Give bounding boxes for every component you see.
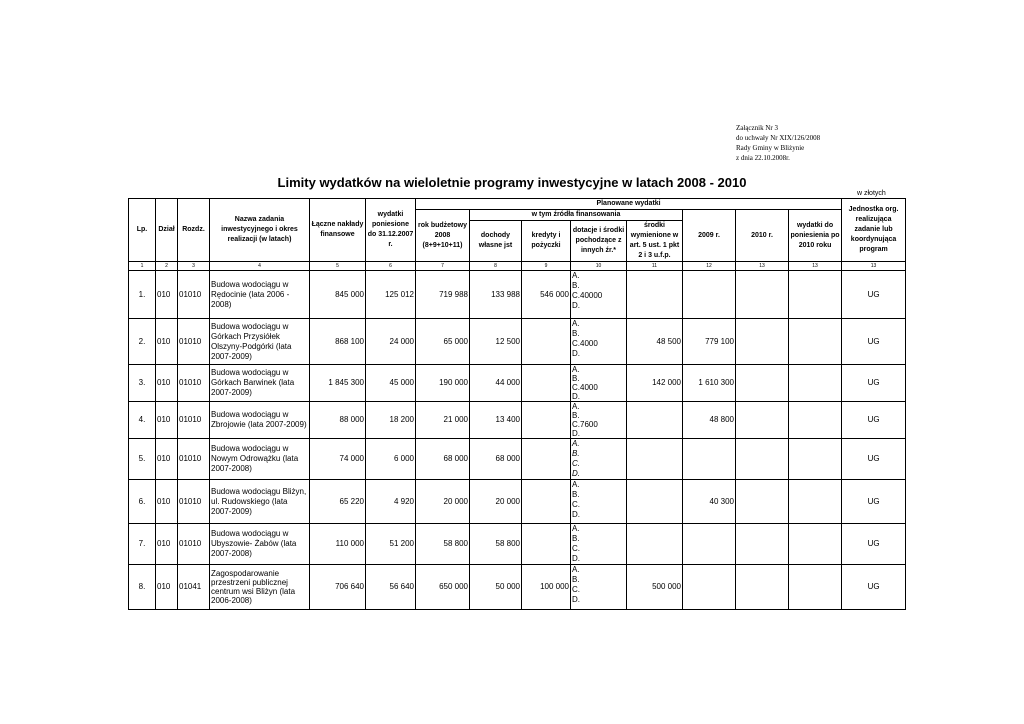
cell-srodki <box>627 402 683 439</box>
unit-label: w złotych <box>857 190 886 197</box>
cell-nazwa: Budowa wodociągu w Nowym Odrowążku (lata 2007-2008) <box>210 439 310 480</box>
cell-rozdz: 01010 <box>178 319 210 365</box>
cell-kredyty: 546 000 <box>522 271 571 319</box>
annex-line-3: Rady Gminy w Bliżynie <box>736 144 805 152</box>
header-jednostka: Jednostka org. realizująca zadanie lub koordynująca program <box>842 199 906 262</box>
header-nazwa: Nazwa zadania inwestycyjnego i okres realizacji (w latach) <box>210 199 310 262</box>
source-line: B. <box>572 281 580 290</box>
cell-lp: 2. <box>129 319 156 365</box>
cell-dotacje <box>571 402 627 439</box>
source-line: D. <box>572 469 580 478</box>
header-2010: 2010 r. <box>736 210 789 262</box>
source-line: D. <box>572 301 580 310</box>
cell-laczne: 845 000 <box>310 271 366 319</box>
cell-lp: 5. <box>129 439 156 480</box>
cell-2010 <box>736 271 789 319</box>
cell-po2010 <box>789 480 842 524</box>
source-line: D. <box>572 510 580 519</box>
cell-2009: 779 100 <box>683 319 736 365</box>
cell-dotacje <box>571 319 627 365</box>
cell-dzial: 010 <box>156 365 178 402</box>
source-line: D. <box>572 349 580 358</box>
cell-po2010 <box>789 271 842 319</box>
annex-line-1: Załącznik Nr 3 <box>736 124 778 132</box>
source-line: C.7600 <box>572 420 598 429</box>
cell-dotacje <box>571 480 627 524</box>
cell-poniesione: 51 200 <box>366 524 416 565</box>
source-line: B. <box>572 411 580 420</box>
cell-srodki <box>627 480 683 524</box>
cell-srodki <box>627 439 683 480</box>
cell-dzial: 010 <box>156 319 178 365</box>
col-num: 13 <box>736 262 789 271</box>
cell-poniesione: 24 000 <box>366 319 416 365</box>
cell-poniesione: 125 012 <box>366 271 416 319</box>
cell-dotacje <box>571 271 627 319</box>
col-num: 10 <box>571 262 627 271</box>
cell-2009 <box>683 565 736 610</box>
column-number-row <box>129 262 906 271</box>
source-line: C.4000 <box>572 339 598 348</box>
cell-laczne: 74 000 <box>310 439 366 480</box>
cell-poniesione: 45 000 <box>366 365 416 402</box>
cell-jednostka: UG <box>842 524 906 565</box>
cell-rozdz: 01010 <box>178 402 210 439</box>
cell-2009: 40 300 <box>683 480 736 524</box>
cell-jednostka: UG <box>842 480 906 524</box>
cell-laczne: 706 640 <box>310 565 366 610</box>
table-row <box>129 365 906 402</box>
source-line: A. <box>572 480 580 489</box>
header-laczne: Łączne nakłady finansowe <box>310 199 366 262</box>
cell-nazwa: Budowa wodociągu w Ubyszowie- Żabów (lata 2007-2008) <box>210 524 310 565</box>
source-line: C. <box>572 500 580 509</box>
cell-dotacje <box>571 439 627 480</box>
cell-rozdz: 01010 <box>178 271 210 319</box>
cell-2010 <box>736 524 789 565</box>
table-row <box>129 319 906 365</box>
cell-dotacje <box>571 565 627 610</box>
cell-kredyty <box>522 480 571 524</box>
cell-kredyty <box>522 365 571 402</box>
cell-laczne: 110 000 <box>310 524 366 565</box>
header-wydatki-poniesione: wydatki poniesione do 31.12.2007 r. <box>366 199 416 262</box>
header-planowane: Planowane wydatki <box>416 199 842 210</box>
source-line: A. <box>572 319 580 328</box>
source-line: C. <box>572 585 580 594</box>
cell-2010 <box>736 480 789 524</box>
cell-2009 <box>683 524 736 565</box>
header-w-tym: w tym źródła finansowania <box>470 210 683 221</box>
cell-rok2008: 650 000 <box>416 565 470 610</box>
cell-jednostka: UG <box>842 402 906 439</box>
cell-rozdz: 01010 <box>178 524 210 565</box>
cell-dotacje <box>571 524 627 565</box>
header-dzial: Dział <box>156 199 178 262</box>
cell-laczne: 1 845 300 <box>310 365 366 402</box>
cell-dzial: 010 <box>156 402 178 439</box>
cell-kredyty <box>522 402 571 439</box>
cell-rok2008: 21 000 <box>416 402 470 439</box>
cell-jednostka: UG <box>842 565 906 610</box>
cell-dochody: 58 800 <box>470 524 522 565</box>
cell-laczne: 868 100 <box>310 319 366 365</box>
cell-2010 <box>736 365 789 402</box>
source-line: B. <box>572 490 580 499</box>
cell-dotacje <box>571 365 627 402</box>
cell-jednostka: UG <box>842 319 906 365</box>
source-line: B. <box>572 449 580 458</box>
cell-srodki: 142 000 <box>627 365 683 402</box>
cell-lp: 1. <box>129 271 156 319</box>
investment-table <box>128 198 906 610</box>
header-rok-budzetowy: rok budżetowy 2008 (8+9+10+11) <box>416 210 470 262</box>
col-num: 8 <box>470 262 522 271</box>
cell-po2010 <box>789 524 842 565</box>
col-num: 4 <box>210 262 310 271</box>
cell-rozdz: 01010 <box>178 480 210 524</box>
page-title: Limity wydatków na wieloletnie programy inwestycyjne w latach 2008 - 2010 <box>277 175 747 190</box>
col-num: 9 <box>522 262 571 271</box>
cell-nazwa: Budowa wodociągu w Górkach Barwinek (lata 2007-2009) <box>210 365 310 402</box>
cell-srodki <box>627 524 683 565</box>
cell-dochody: 44 000 <box>470 365 522 402</box>
col-num: 5 <box>310 262 366 271</box>
header-dochody: dochody własne jst <box>470 221 522 262</box>
header-po-2010: wydatki do poniesienia po 2010 roku <box>789 210 842 262</box>
cell-dzial: 010 <box>156 271 178 319</box>
cell-2010 <box>736 439 789 480</box>
table-row <box>129 402 906 439</box>
col-num: 11 <box>627 262 683 271</box>
header-srodki: środki wymienione w art. 5 ust. 1 pkt 2 i 3 u.f.p. <box>627 221 683 262</box>
cell-kredyty <box>522 524 571 565</box>
cell-po2010 <box>789 439 842 480</box>
cell-jednostka: UG <box>842 439 906 480</box>
cell-dzial: 010 <box>156 524 178 565</box>
cell-poniesione: 6 000 <box>366 439 416 480</box>
cell-srodki: 500 000 <box>627 565 683 610</box>
cell-2010 <box>736 402 789 439</box>
col-num: 7 <box>416 262 470 271</box>
cell-kredyty <box>522 319 571 365</box>
cell-nazwa: Budowa wodociągu w Górkach Przysiółek Olszyny-Podgórki (lata 2007-2009) <box>210 319 310 365</box>
annex-line-2: do uchwały Nr XIX/126/2008 <box>736 134 821 142</box>
cell-srodki <box>627 271 683 319</box>
source-line: C. <box>572 459 580 468</box>
source-line: B. <box>572 329 580 338</box>
col-num: 3 <box>178 262 210 271</box>
cell-rok2008: 58 800 <box>416 524 470 565</box>
cell-rok2008: 65 000 <box>416 319 470 365</box>
cell-po2010 <box>789 402 842 439</box>
cell-po2010 <box>789 565 842 610</box>
header-kredyty: kredyty i pożyczki <box>522 221 571 262</box>
cell-poniesione: 18 200 <box>366 402 416 439</box>
col-num: 2 <box>156 262 178 271</box>
cell-rok2008: 20 000 <box>416 480 470 524</box>
cell-lp: 3. <box>129 365 156 402</box>
source-line: D. <box>572 429 580 438</box>
cell-kredyty <box>522 439 571 480</box>
cell-poniesione: 56 640 <box>366 565 416 610</box>
cell-rozdz: 01041 <box>178 565 210 610</box>
cell-2009 <box>683 439 736 480</box>
col-num: 6 <box>366 262 416 271</box>
source-line: B. <box>572 575 580 584</box>
cell-lp: 4. <box>129 402 156 439</box>
source-line: A. <box>572 524 580 533</box>
cell-2010 <box>736 319 789 365</box>
cell-rok2008: 719 988 <box>416 271 470 319</box>
cell-jednostka: UG <box>842 271 906 319</box>
cell-lp: 8. <box>129 565 156 610</box>
source-line: C. <box>572 544 580 553</box>
source-line: D. <box>572 595 580 604</box>
col-num: 1 <box>129 262 156 271</box>
cell-nazwa: Zagospodarowanie przestrzeni publicznej centrum wsi Bliżyn (lata 2006-2008) <box>210 565 310 610</box>
table-row <box>129 565 906 610</box>
cell-2009: 1 610 300 <box>683 365 736 402</box>
source-line: A. <box>572 402 580 411</box>
cell-kredyty: 100 000 <box>522 565 571 610</box>
source-line: D. <box>572 392 580 401</box>
cell-dochody: 12 500 <box>470 319 522 365</box>
cell-rok2008: 190 000 <box>416 365 470 402</box>
annex-note <box>736 123 820 163</box>
cell-nazwa: Budowa wodociągu Bliżyn, ul. Rudowskiego (lata 2007-2009) <box>210 480 310 524</box>
source-line: C.4000 <box>572 383 598 392</box>
cell-laczne: 88 000 <box>310 402 366 439</box>
col-num: 13 <box>789 262 842 271</box>
cell-nazwa: Budowa wodociągu w Zbrojowie (lata 2007-2009) <box>210 402 310 439</box>
table-row <box>129 271 906 319</box>
table-row <box>129 439 906 480</box>
cell-dochody: 20 000 <box>470 480 522 524</box>
cell-poniesione: 4 920 <box>366 480 416 524</box>
col-num: 12 <box>683 262 736 271</box>
cell-rozdz: 01010 <box>178 365 210 402</box>
source-line: C.40000 <box>572 291 603 300</box>
cell-dochody: 133 988 <box>470 271 522 319</box>
header-dotacje: dotacje i środki pochodzące z innych źr.* <box>571 221 627 262</box>
cell-2010 <box>736 565 789 610</box>
source-line: A. <box>572 439 580 448</box>
cell-jednostka: UG <box>842 365 906 402</box>
cell-dochody: 13 400 <box>470 402 522 439</box>
cell-2009: 48 800 <box>683 402 736 439</box>
header-lp: Lp. <box>129 199 156 262</box>
table-row <box>129 524 906 565</box>
cell-lp: 6. <box>129 480 156 524</box>
cell-lp: 7. <box>129 524 156 565</box>
cell-po2010 <box>789 319 842 365</box>
source-line: B. <box>572 374 580 383</box>
table-row <box>129 480 906 524</box>
cell-dochody: 68 000 <box>470 439 522 480</box>
cell-dzial: 010 <box>156 439 178 480</box>
cell-po2010 <box>789 365 842 402</box>
source-line: A. <box>572 565 580 574</box>
cell-dzial: 010 <box>156 480 178 524</box>
col-num: 13 <box>842 262 906 271</box>
header-rozdz: Rozdz. <box>178 199 210 262</box>
source-line: A. <box>572 271 580 280</box>
cell-rok2008: 68 000 <box>416 439 470 480</box>
annex-line-4: z dnia 22.10.2008r. <box>736 154 790 162</box>
cell-dzial: 010 <box>156 565 178 610</box>
source-line: D. <box>572 554 580 563</box>
source-line: A. <box>572 365 580 374</box>
cell-rozdz: 01010 <box>178 439 210 480</box>
cell-dochody: 50 000 <box>470 565 522 610</box>
source-line: B. <box>572 534 580 543</box>
cell-srodki: 48 500 <box>627 319 683 365</box>
cell-laczne: 65 220 <box>310 480 366 524</box>
cell-nazwa: Budowa wodociągu w Rędocinie (lata 2006 - 2008) <box>210 271 310 319</box>
header-2009: 2009 r. <box>683 210 736 262</box>
cell-2009 <box>683 271 736 319</box>
